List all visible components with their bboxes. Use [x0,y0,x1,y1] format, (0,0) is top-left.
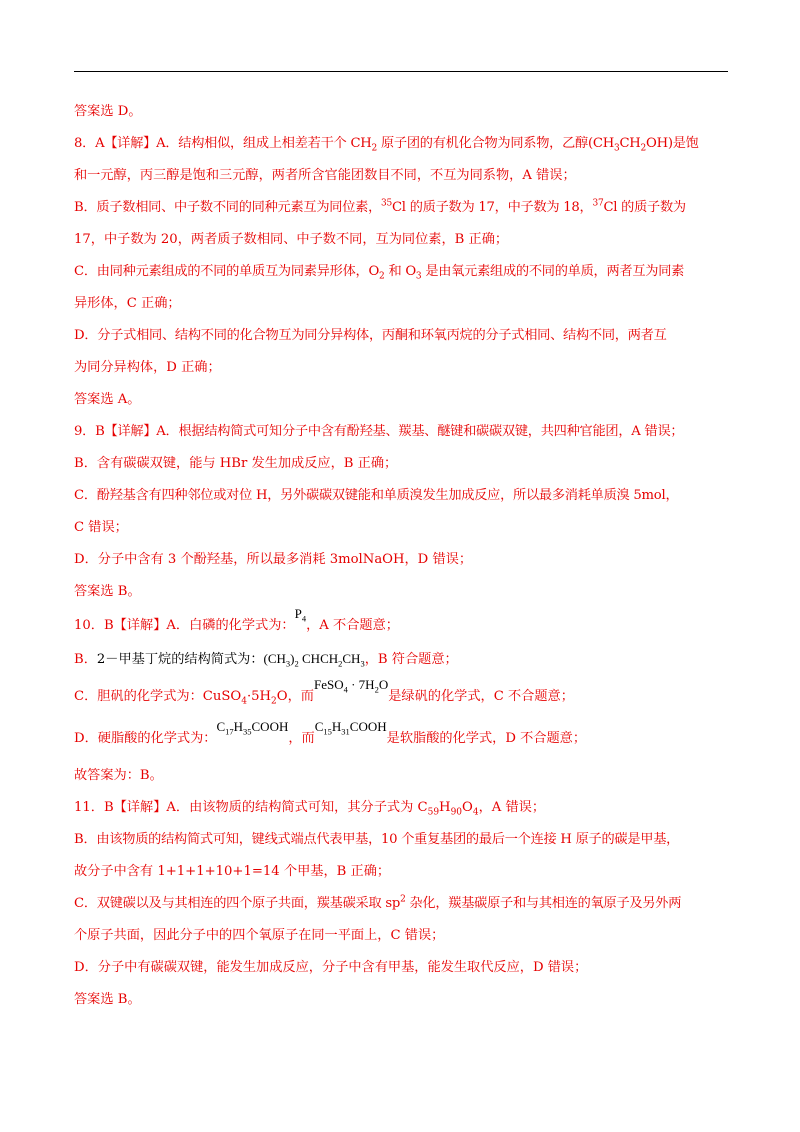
answer-line [74,448,730,480]
answer-line [74,824,730,856]
text: 原子团的有机化合物为同系物，乙醇(CH [377,136,614,151]
text: C．酚羟基含有四种邻位或对位 H，另外碳碳双键能和单质溴发生加成反应，所以最多消耗单质溴 5mol， [74,488,679,503]
subscript: 59 [427,807,440,818]
answer-line [74,608,730,642]
answer-line [74,96,730,128]
answer-line [74,642,730,676]
formula-subscript: 4 [343,684,348,695]
answer-line [74,544,730,576]
answer-line [74,480,730,512]
formula-subscript: 4 [301,613,307,624]
text: ·5H [246,689,272,704]
text: 为同分异构体，D 正确； [74,360,221,375]
answer-line [74,888,730,920]
formula-subscript: 35 [243,726,252,737]
formula-text: CH [342,651,361,666]
text: C．双键碳以及与其相连的四个原子共面，羰基碳采取 sp [74,896,401,911]
subscript: 3 [613,143,620,154]
text: 答案选 B。 [74,584,141,599]
formula-text: O [378,677,389,692]
text: Cl 的质子数为 [603,200,686,215]
text: 8．A【详解】A．结构相似，组成上相差若干个 CH [74,136,372,151]
text: ，A 不合题意； [306,618,399,633]
superscript: 37 [592,198,604,209]
text: 11．B【详解】A．由该物质的结构简式可知，其分子式为 C [74,800,428,815]
formula-subscript: 2 [338,658,343,669]
answer-line [74,952,730,984]
text: D．分子中有碳碳双键，能发生加成反应，分子中含有甲基，能发生取代反应，D 错误； [74,960,588,975]
formula-text: C [216,719,226,734]
answer-line [74,920,730,952]
answer-line [74,716,730,760]
answer-line [74,384,730,416]
formula-subscript: 15 [323,726,332,737]
formula-subscript: 3 [285,658,291,669]
subscript: 4 [241,696,247,707]
text: Cl 的质子数为 17，中子数为 18， [391,200,593,215]
text: ，B 符合题意； [364,652,458,667]
text: 答案选 A。 [74,392,141,407]
formula-subscript: 3 [360,658,365,669]
formula-subscript: 2 [374,684,379,695]
formula-image [314,719,387,737]
text: D．硬脂酸的化学式为： [74,731,217,746]
text: O [462,800,473,815]
subscript: 3 [415,271,422,282]
formula-text: H [331,719,342,734]
text: O，而 [276,689,314,704]
formula-text: ) [290,651,295,666]
text: B．由该物质的结构简式可知，键线式端点代表甲基，10 个重复基团的最后一个连接 H 原子的碳是甲基， [74,832,680,847]
answer-line [74,512,730,544]
answer-line [74,576,730,608]
formula-image [313,677,389,695]
header-rule [74,71,728,72]
formula-text: P [294,606,302,621]
text: 答案选 D。 [74,104,142,119]
text: ，而 [288,731,315,746]
superscript: 35 [381,198,392,209]
answer-line [74,160,730,192]
answer-line [74,984,730,1016]
text: C．由同种元素组成的不同的单质互为同素异形体，O [74,264,380,279]
answer-line [74,676,730,716]
answer-line [74,416,730,448]
formula-text: FeSO [313,677,344,692]
subscript: 2 [379,271,385,282]
text: CH [619,136,641,151]
subscript: 2 [271,696,277,707]
formula-image [294,606,307,624]
formula-text: C [314,719,324,734]
text: 异形体，C 正确； [74,296,181,311]
text: 故分子中含有 1+1+1+10+1=14 个甲基，B 正确； [74,864,391,879]
text: 和 O [384,264,416,279]
superscript: 2 [400,894,406,905]
text: 杂化，羰基碳原子和与其相连的氧原子及另外两 [405,896,682,911]
formula-image [263,651,365,669]
formula-image [216,719,289,737]
answer-line [74,760,730,792]
answer-line [74,128,730,160]
text: C 错误； [74,520,128,535]
answer-line [74,856,730,888]
subscript: 90 [450,807,463,818]
answer-line [74,256,730,288]
formula-text: H [233,719,244,734]
answer-line [74,352,730,384]
text: D．分子式相同、结构不同的化合物互为同分异构体，丙酮和环氧丙烷的分子式相同、结构不同，两者互 [74,328,667,343]
formula-text: COOH [349,719,387,734]
answer-line [74,320,730,352]
answer-line [74,192,730,224]
formula-text: (CH [263,651,286,666]
answer-line [74,288,730,320]
answer-text [74,96,730,1016]
text: 2－甲基丁烷的结构简式为： [96,652,264,667]
text: H [439,800,451,815]
text: 是由氧元素组成的不同的单质，两者互为同素 [421,264,685,279]
text: 17，中子数为 20，两者质子数相同、中子数不同，互为同位素，B 正确； [74,232,509,247]
text: B．含有碳碳双键，能与 HBr 发生加成反应，B 正确； [74,456,398,471]
text: 答案选 B。 [74,992,141,1007]
formula-text: · 7H [347,677,375,692]
formula-text: CHCH [298,651,339,666]
formula-subscript: 31 [341,726,350,737]
text: C．胆矾的化学式为：CuSO [74,689,242,704]
subscript: 2 [371,143,378,154]
formula-text: COOH [251,719,289,734]
answer-line [74,792,730,824]
text: 9．B【详解】A．根据结构简式可知分子中含有酚羟基、羰基、醚键和碳碳双键，共四种官能团，A 错误； [74,424,684,439]
text: B． [74,652,97,667]
text: ，A 错误； [478,800,546,815]
text: D．分子中含有 3 个酚羟基，所以最多消耗 3molNaOH，D 错误； [74,552,473,567]
answer-line [74,224,730,256]
subscript: 4 [472,807,479,818]
formula-subscript: 2 [294,658,299,669]
text: 个原子共面，因此分子中的四个氧原子在同一平面上，C 错误； [74,928,445,943]
text: 故答案为：B。 [74,768,163,783]
subscript: 2 [640,143,647,154]
text: B．质子数相同、中子数不同的同种元素互为同位素， [74,200,382,215]
text: 10．B【详解】A．白磷的化学式为： [74,618,295,633]
text: 是软脂酸的化学式，D 不合题意； [386,731,587,746]
text: 是绿矾的化学式，C 不合题意； [388,689,574,704]
text: OH)是饱 [646,136,699,151]
text: 和一元醇，丙三醇是饱和三元醇，两者所含官能团数目不同，不互为同系物，A 错误； [74,168,576,183]
formula-subscript: 17 [225,726,234,737]
